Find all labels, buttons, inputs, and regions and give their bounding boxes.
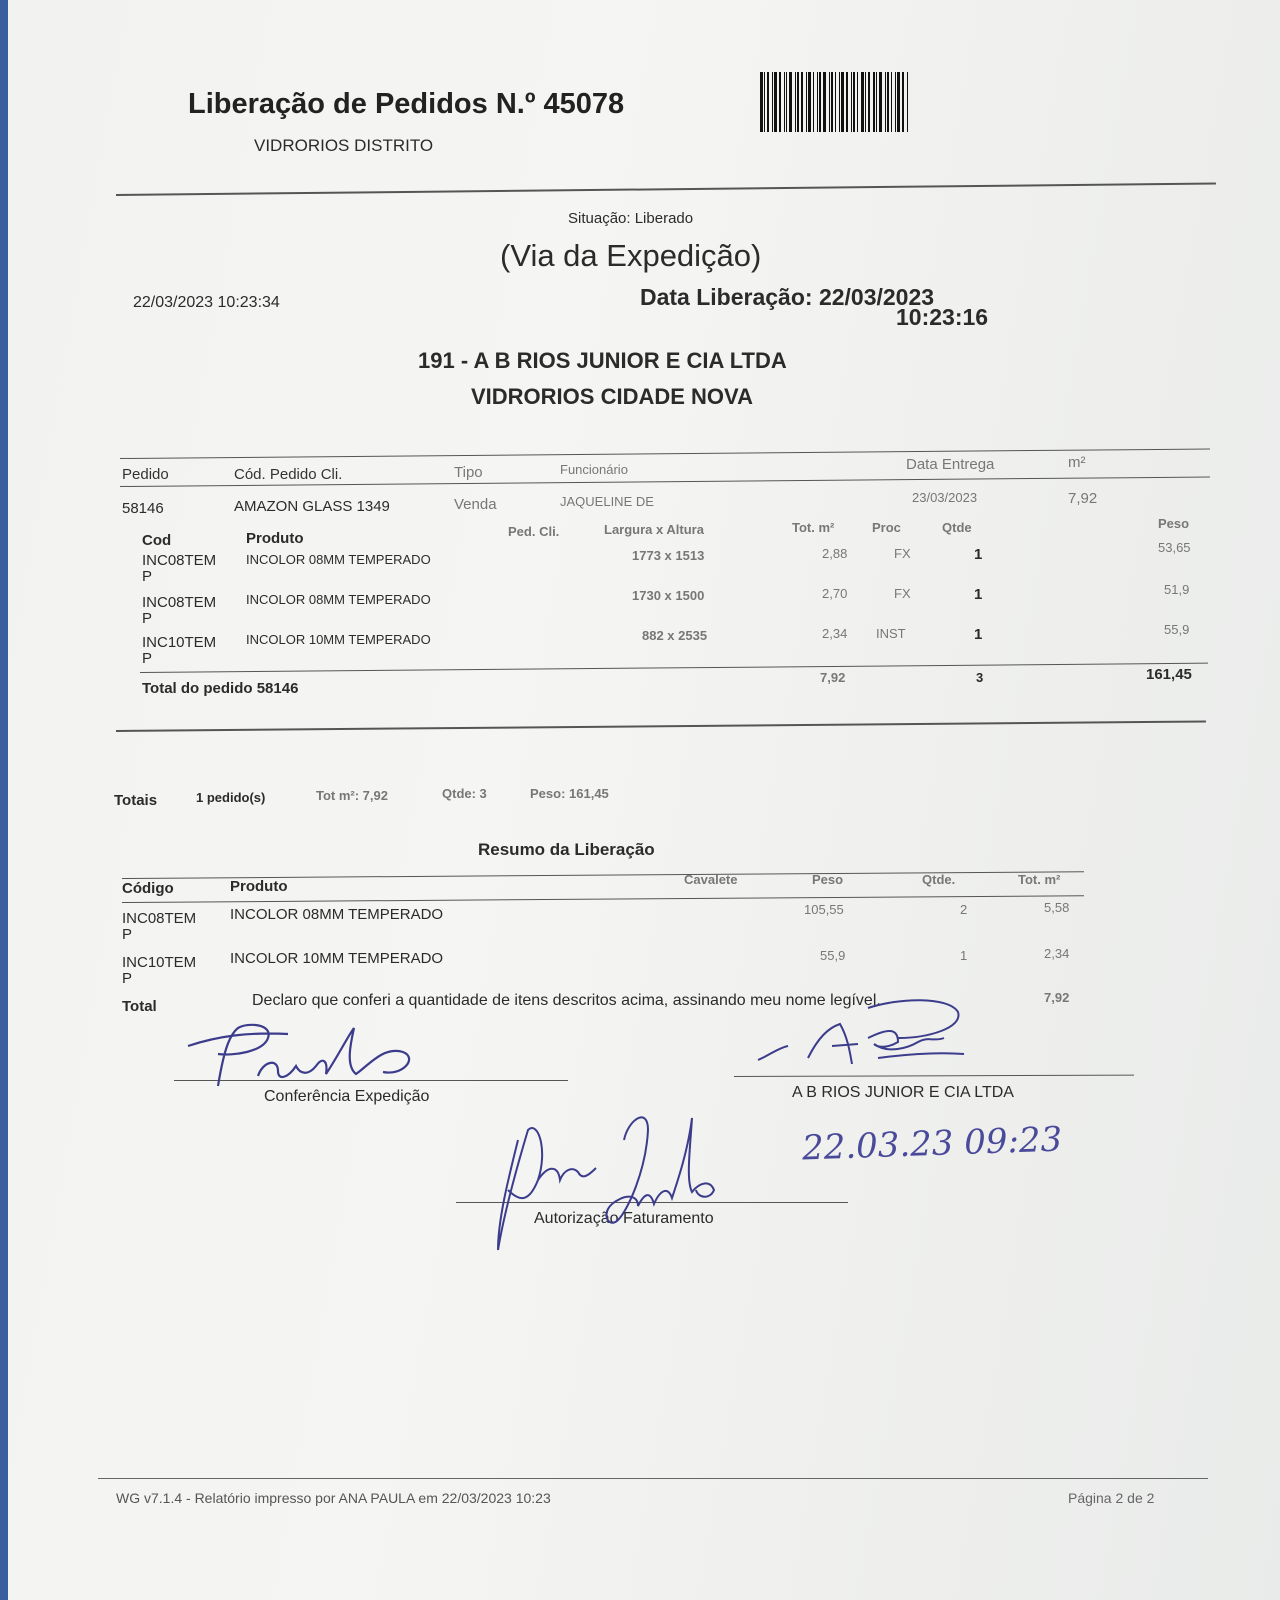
order-table-top-line bbox=[120, 448, 1210, 459]
barcode-bar bbox=[876, 72, 877, 132]
resumo-produto: INCOLOR 10MM TEMPERADO bbox=[230, 950, 444, 967]
client-name: 191 - A B RIOS JUNIOR E CIA LTDA bbox=[418, 348, 787, 373]
barcode-bar bbox=[897, 72, 900, 132]
item-cod: INC08TEM bbox=[142, 594, 217, 611]
order-total-label: Total do pedido 58146 bbox=[142, 680, 299, 697]
signature-label-client: A B RIOS JUNIOR E CIA LTDA bbox=[792, 1084, 1014, 1101]
barcode-bar bbox=[786, 72, 787, 132]
item-cod-suffix: P bbox=[142, 610, 153, 627]
item-produto: INCOLOR 08MM TEMPERADO bbox=[246, 552, 431, 567]
signature-label-autorizacao: Autorização Faturamento bbox=[534, 1210, 714, 1227]
barcode-bar bbox=[829, 72, 830, 132]
order-header-data-entrega: Data Entrega bbox=[906, 456, 995, 473]
item-cod-suffix: P bbox=[142, 650, 153, 667]
status-text: Situação: Liberado bbox=[568, 210, 694, 227]
item-dims: 1773 x 1513 bbox=[632, 548, 705, 563]
signature-paulo bbox=[178, 1016, 458, 1096]
items-header-largura-altura: Largura x Altura bbox=[604, 522, 704, 537]
resumo-qtde: 2 bbox=[960, 902, 968, 917]
item-cod-suffix: P bbox=[142, 568, 153, 585]
barcode-bar bbox=[819, 72, 821, 132]
barcode-bar bbox=[764, 72, 765, 132]
order-data-entrega-value: 23/03/2023 bbox=[912, 490, 978, 505]
resumo-header-tot-m2: Tot. m² bbox=[1018, 872, 1061, 887]
client-store: VIDRORIOS CIDADE NOVA bbox=[471, 384, 753, 409]
barcode-bar bbox=[806, 72, 807, 132]
items-header-ped-cli: Ped. Cli. bbox=[508, 524, 560, 539]
order-header-funcionario: Funcionário bbox=[560, 462, 628, 477]
resumo-total-m2: 7,92 bbox=[1044, 990, 1070, 1005]
order-pedido-value: 58146 bbox=[122, 500, 164, 517]
item-proc: INST bbox=[876, 626, 906, 641]
order-total-peso: 161,45 bbox=[1146, 666, 1192, 683]
item-proc: FX bbox=[894, 546, 911, 561]
barcode-bar bbox=[868, 72, 870, 132]
resumo-title: Resumo da Liberação bbox=[478, 840, 655, 859]
barcode-bar bbox=[760, 72, 763, 132]
barcode-bar bbox=[885, 72, 886, 132]
printed-datetime: 22/03/2023 10:23:34 bbox=[133, 294, 280, 311]
barcode-bar bbox=[784, 72, 785, 132]
signature-ana-paula bbox=[478, 1110, 778, 1260]
barcode-bar bbox=[887, 72, 889, 132]
header-divider bbox=[116, 182, 1216, 196]
footer-divider bbox=[98, 1478, 1208, 1479]
items-header-produto: Produto bbox=[246, 530, 304, 547]
handwritten-date: 22.03.23 09:23 bbox=[801, 1119, 1063, 1169]
barcode-bar bbox=[891, 72, 892, 132]
order-total-m2: 7,92 bbox=[820, 670, 846, 685]
totals-peso: Peso: 161,45 bbox=[530, 786, 609, 801]
page-number: Página 2 de 2 bbox=[1068, 1490, 1155, 1506]
item-tot-m2: 2,88 bbox=[822, 546, 848, 561]
resumo-header-qtde: Qtde. bbox=[922, 872, 956, 887]
resumo-cod: INC08TEM bbox=[122, 910, 197, 927]
barcode-bar bbox=[797, 72, 799, 132]
resumo-total-label: Total bbox=[122, 998, 157, 1015]
item-peso: 51,9 bbox=[1164, 582, 1190, 597]
resumo-cod-suffix: P bbox=[122, 970, 133, 987]
totals-qtde: Qtde: 3 bbox=[442, 786, 487, 801]
item-dims: 1730 x 1500 bbox=[632, 588, 705, 603]
barcode-bar bbox=[801, 72, 803, 132]
barcode-bar bbox=[839, 72, 840, 132]
barcode-bar bbox=[808, 72, 811, 132]
items-header-qtde: Qtde bbox=[942, 520, 972, 535]
item-tot-m2: 2,70 bbox=[822, 586, 848, 601]
totals-pedidos: 1 pedido(s) bbox=[196, 790, 266, 805]
totals-tot-m2: Tot m²: 7,92 bbox=[316, 788, 388, 803]
signature-label-conferencia: Conferência Expedição bbox=[264, 1088, 430, 1105]
copy-type: (Via da Expedição) bbox=[500, 238, 762, 273]
barcode-bar bbox=[861, 72, 864, 132]
resumo-header-codigo: Código bbox=[122, 880, 174, 897]
resumo-cod: INC10TEM bbox=[122, 954, 197, 971]
document-title: Liberação de Pedidos N.º 45078 bbox=[188, 88, 625, 120]
release-date: Data Liberação: 22/03/2023 bbox=[640, 284, 935, 310]
item-dims: 882 x 2535 bbox=[642, 628, 708, 643]
order-total-qtde: 3 bbox=[976, 670, 984, 685]
order-tipo-value: Venda bbox=[454, 496, 497, 513]
barcode-bar bbox=[835, 72, 836, 132]
resumo-qtde: 1 bbox=[960, 948, 968, 963]
item-qtde: 1 bbox=[974, 586, 983, 603]
barcode-bar bbox=[907, 72, 908, 132]
barcode-bar bbox=[865, 72, 866, 132]
resumo-header-produto: Produto bbox=[230, 878, 288, 895]
item-qtde: 1 bbox=[974, 546, 983, 563]
order-total-line bbox=[140, 663, 1208, 673]
barcode-bar bbox=[779, 72, 781, 132]
item-peso: 55,9 bbox=[1164, 622, 1190, 637]
footer-print-info: WG v7.1.4 - Relatório impresso por ANA PAULA em 22/03/2023 10:23 bbox=[116, 1490, 551, 1506]
order-section-end-line bbox=[116, 720, 1206, 732]
items-header-cod: Cod bbox=[142, 532, 172, 549]
item-tot-m2: 2,34 bbox=[822, 626, 848, 641]
item-produto: INCOLOR 08MM TEMPERADO bbox=[246, 592, 431, 607]
item-qtde: 1 bbox=[974, 626, 983, 643]
order-m2-value: 7,92 bbox=[1068, 490, 1098, 507]
barcode-bar bbox=[831, 72, 833, 132]
order-funcionario-value: JAQUELINE DE bbox=[560, 494, 654, 509]
document-page bbox=[8, 0, 1280, 1600]
barcode-bar bbox=[841, 72, 844, 132]
barcode-bar bbox=[851, 72, 852, 132]
barcode-bar bbox=[789, 72, 792, 132]
order-header-pedido: Pedido bbox=[122, 466, 169, 483]
declaration-text: Declaro que conferi a quantidade de itens descritos acima, assinando meu nome legível. bbox=[252, 992, 881, 1009]
order-cod-pedido-cli-value: AMAZON GLASS 1349 bbox=[234, 498, 390, 515]
totals-label: Totais bbox=[114, 792, 158, 809]
barcode-bar bbox=[853, 72, 855, 132]
resumo-tot-m2: 5,58 bbox=[1044, 900, 1070, 915]
barcode-bar bbox=[772, 72, 773, 132]
items-header-proc: Proc bbox=[872, 520, 901, 535]
resumo-cod-suffix: P bbox=[122, 926, 133, 943]
resumo-produto: INCOLOR 08MM TEMPERADO bbox=[230, 906, 444, 923]
order-header-m2: m² bbox=[1068, 454, 1086, 471]
barcode-bar bbox=[774, 72, 777, 132]
barcode-bar bbox=[895, 72, 896, 132]
barcode-bar bbox=[846, 72, 848, 132]
resumo-peso: 105,55 bbox=[804, 902, 844, 917]
order-header-tipo: Tipo bbox=[454, 464, 483, 481]
barcode-bar bbox=[795, 72, 796, 132]
barcode-bar bbox=[823, 72, 826, 132]
barcode bbox=[760, 72, 956, 132]
order-header-cod-pedido-cli: Cód. Pedido Cli. bbox=[234, 466, 343, 483]
items-header-peso: Peso bbox=[1158, 516, 1190, 531]
resumo-header-peso: Peso bbox=[812, 872, 844, 887]
items-header-tot-m2: Tot. m² bbox=[792, 520, 835, 535]
signature-client bbox=[748, 998, 988, 1088]
resumo-tot-m2: 2,34 bbox=[1044, 946, 1070, 961]
issuing-company: VIDRORIOS DISTRITO bbox=[254, 136, 434, 155]
barcode-bar bbox=[817, 72, 818, 132]
resumo-header-cavalete: Cavalete bbox=[684, 872, 738, 887]
barcode-bar bbox=[857, 72, 858, 132]
release-time: 10:23:16 bbox=[896, 304, 989, 330]
barcode-bar bbox=[873, 72, 875, 132]
resumo-peso: 55,9 bbox=[820, 948, 846, 963]
barcode-bar bbox=[813, 72, 814, 132]
item-cod: INC08TEM bbox=[142, 552, 217, 569]
resumo-header-underline bbox=[122, 895, 1084, 903]
item-proc: FX bbox=[894, 586, 911, 601]
item-cod: INC10TEM bbox=[142, 634, 217, 651]
item-produto: INCOLOR 10MM TEMPERADO bbox=[246, 632, 431, 647]
barcode-bar bbox=[767, 72, 769, 132]
item-peso: 53,65 bbox=[1158, 540, 1191, 555]
barcode-bar bbox=[902, 72, 904, 132]
barcode-bar bbox=[879, 72, 882, 132]
